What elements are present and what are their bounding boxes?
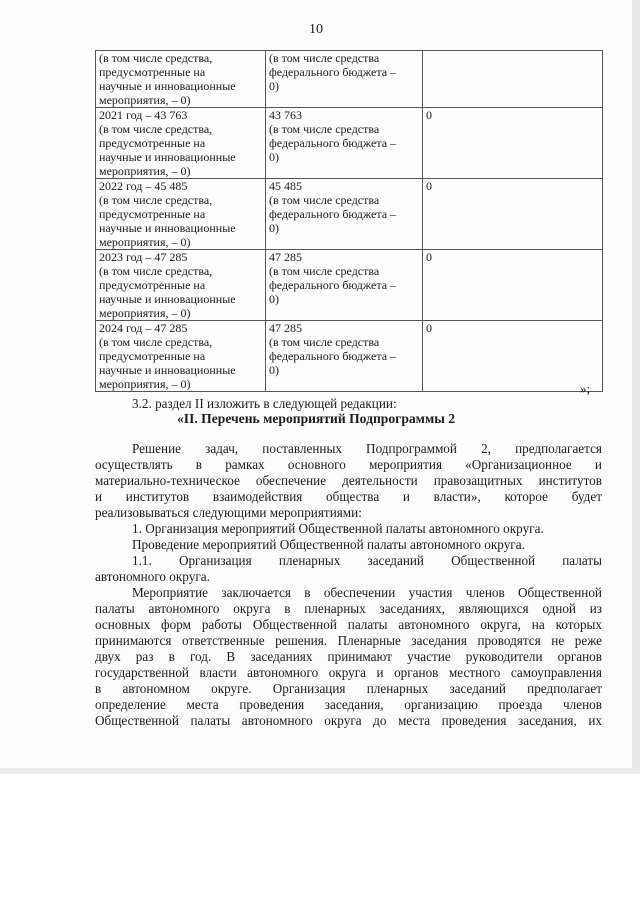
list-item-1-description: Проведение мероприятий Общественной палаты автономного округа. xyxy=(132,537,525,552)
table-row xyxy=(96,321,603,392)
list-item-1-1: 1.1. Организация пленарных заседаний Общественной палаты xyxy=(132,553,602,568)
table-cell: 0 xyxy=(423,179,603,250)
paragraph-line: реализовываться следующими мероприятиями: xyxy=(95,505,362,520)
paragraph-line: осуществлять в рамках основного мероприятия «Организационное и xyxy=(95,457,602,472)
paragraph-line: Мероприятие заключается в обеспечении участия членов Общественной xyxy=(132,585,602,600)
table-cell: 2023 год – 47 285 (в том числе средства, предусмотренные на научные и инновационные мероприятия, – 0) xyxy=(96,250,266,321)
table-cell: 2022 год – 45 485 (в том числе средства, предусмотренные на научные и инновационные мероприятия, – 0) xyxy=(96,179,266,250)
scan-edge-shadow xyxy=(632,0,640,768)
paragraph-line: Решение задач, поставленных Подпрограммой 2, предполагается xyxy=(132,441,602,456)
paragraph-line: основных форм работы Общественной палаты автономного округа, на которых xyxy=(95,617,602,632)
table-row xyxy=(96,108,603,179)
scan-bottom-edge xyxy=(0,768,640,774)
table-cell: (в том числе средства федерального бюджета – 0) xyxy=(266,51,423,108)
table-cell: 0 xyxy=(423,250,603,321)
paragraph-line: принимаются ответственные решения. Пленарные заседания проводятся не реже xyxy=(95,633,602,648)
table-cell: 45 485 (в том числе средства федерального бюджета – 0) xyxy=(266,179,423,250)
table-cell: 47 285 (в том числе средства федерального бюджета – 0) xyxy=(266,250,423,321)
table-cell: 2024 год – 47 285 (в том числе средства, предусмотренные на научные и инновационные мероприятия, – 0) xyxy=(96,321,266,392)
table-row xyxy=(96,250,603,321)
paragraph-line: материально-техническое обеспечение деятельности правозащитных институтов xyxy=(95,473,602,488)
paragraph-line: палаты автономного округа в пленарных заседаниях, являющихся одной из xyxy=(95,601,602,616)
table-cell: 47 285 (в том числе средства федерального бюджета – 0) xyxy=(266,321,423,392)
table-cell: 2021 год – 43 763 (в том числе средства, предусмотренные на научные и инновационные мероприятия, – 0) xyxy=(96,108,266,179)
paragraph-line: двух раз в год. В заседаниях принимают участие руководители органов xyxy=(95,649,602,664)
section-intro: 3.2. раздел II изложить в следующей редакции: xyxy=(132,396,397,411)
table-cell: 0 xyxy=(423,108,603,179)
page-number: 10 xyxy=(309,22,323,37)
table-cell xyxy=(423,51,603,108)
table-row xyxy=(96,179,603,250)
table-row xyxy=(96,51,603,108)
list-item-1: 1. Организация мероприятий Общественной палаты автономного округа. xyxy=(132,521,544,536)
funding-table xyxy=(95,50,603,392)
section-heading: «II. Перечень мероприятий Подпрограммы 2 xyxy=(176,411,456,426)
paragraph-line: Общественной палаты автономного округа до места проведения заседания, их xyxy=(95,713,602,728)
paragraph-line: и институтов взаимодействия общества и власти», которое будет xyxy=(95,489,602,504)
paragraph-line: определение места проведения заседания, организацию проезда членов xyxy=(95,697,602,712)
paragraph-line: государственной власти автономного округа и органов местного самоуправления xyxy=(95,665,602,680)
table-cell: 43 763 (в том числе средства федерального бюджета – 0) xyxy=(266,108,423,179)
table-cell: (в том числе средства, предусмотренные на научные и инновационные мероприятия, – 0) xyxy=(96,51,266,108)
table-cell: 0 xyxy=(423,321,603,392)
quote-closing-mark: »; xyxy=(580,381,591,396)
paragraph-line: в автономном округе. Организация пленарных заседаний предполагает xyxy=(95,681,602,696)
list-item-1-1-cont: автономного округа. xyxy=(95,569,210,584)
